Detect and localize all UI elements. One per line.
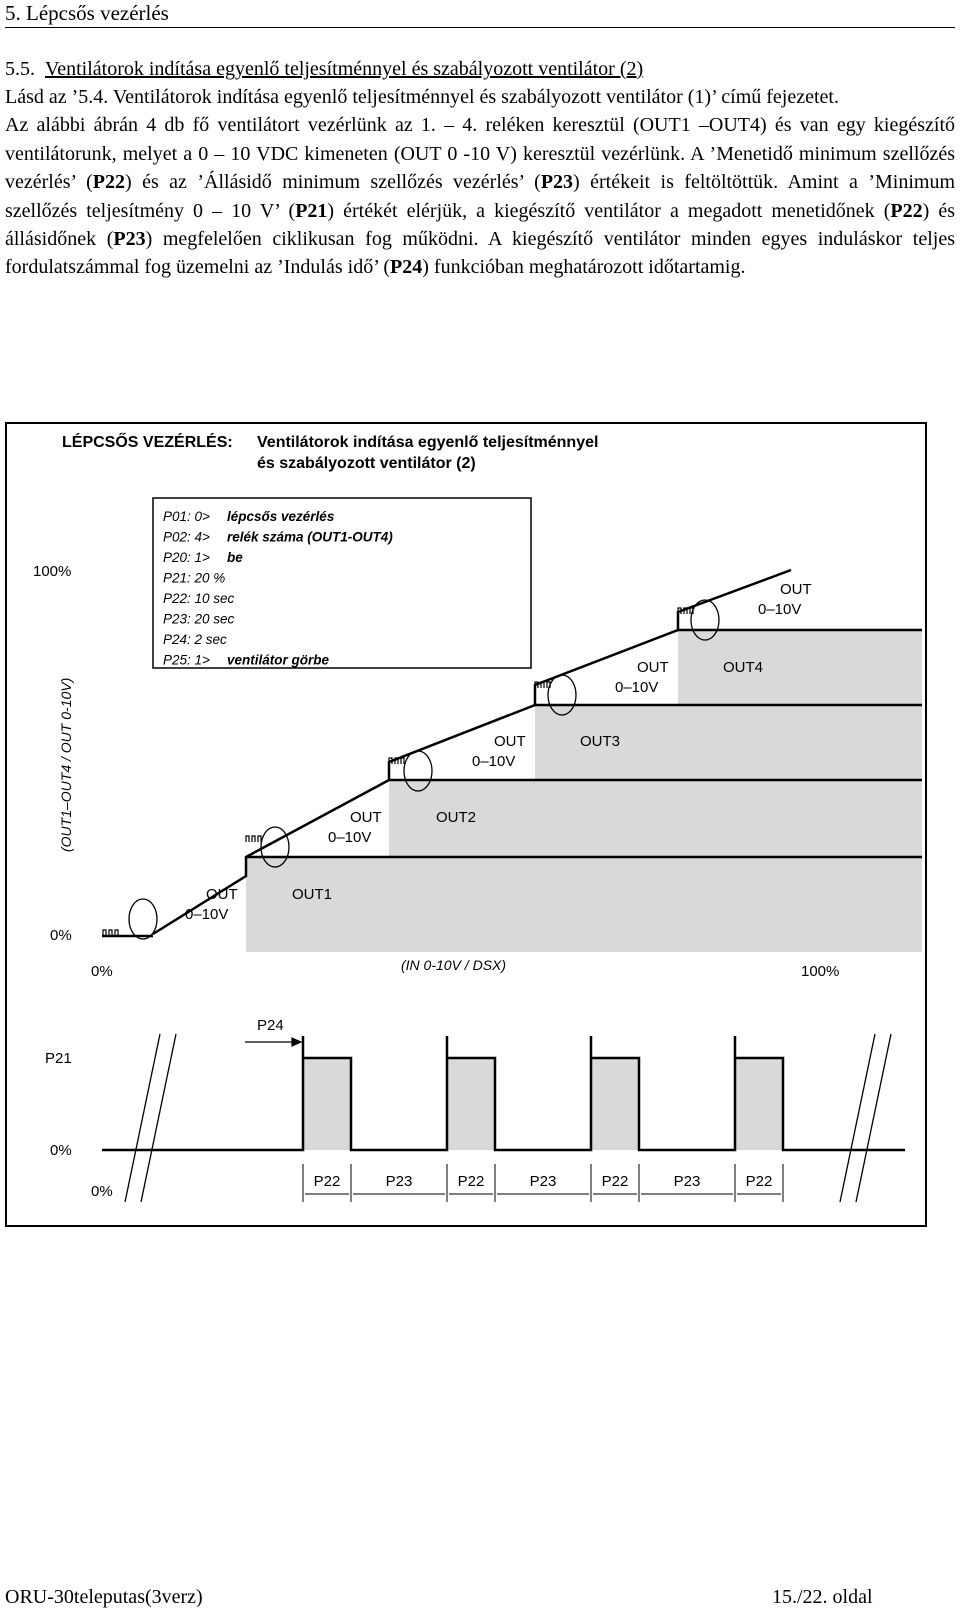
chapter-header: 5. Lépcsős vezérlés	[5, 0, 955, 28]
analog-label-4-line2: 0–10V	[615, 679, 659, 696]
section-title: Ventilátorok indítása egyenlő teljesítménnyel és szabályozott ventilátor (2)	[45, 58, 644, 80]
interval-label: P22	[457, 1173, 485, 1190]
interval-label: P23	[529, 1173, 557, 1190]
interval-label: P22	[601, 1173, 629, 1190]
analog-label-5-line1: OUT	[780, 581, 812, 598]
out4-step-fill	[678, 630, 922, 705]
x-axis-right-label: 100%	[801, 963, 840, 980]
out3-label: OUT3	[580, 733, 621, 750]
parameter-code: P21: 20 %	[163, 570, 226, 586]
analog-label-2-line2: 0–10V	[328, 829, 372, 846]
y-axis-title: (OUT1–OUT4 / OUT 0-10V)	[58, 677, 74, 852]
diagram-title-line1: Ventilátorok indítása egyenlő teljesítménnyel	[257, 434, 599, 451]
parameter-description: be	[227, 550, 243, 565]
out1-label: OUT1	[292, 886, 333, 903]
y-axis-top-label: 100%	[33, 563, 72, 580]
parameter-code: P02: 4>	[163, 529, 210, 545]
interval-label: P22	[313, 1173, 341, 1190]
p21-label: P21	[45, 1050, 72, 1067]
section-heading	[5, 56, 643, 82]
body-text	[5, 83, 955, 282]
analog-label-3-line1: OUT	[494, 733, 526, 750]
parameter-description: ventilátor görbe	[227, 652, 330, 668]
interval-label: P23	[385, 1173, 413, 1190]
out1-step-fill	[246, 857, 922, 952]
analog-label-5-line2: 0–10V	[758, 601, 802, 618]
analog-label-1-line2: 0–10V	[185, 906, 229, 923]
section-number: 5.5.	[5, 58, 35, 80]
y-axis-bottom-label: 0%	[50, 927, 72, 944]
parameter-code: P22: 10 sec	[163, 591, 235, 606]
x-axis-title: (IN 0-10V / DSX)	[401, 957, 507, 973]
run-pulse-fill	[735, 1058, 783, 1150]
time-axis-zero-label: 0%	[91, 1183, 113, 1200]
analog-label-1-line1: OUT	[206, 886, 238, 903]
parameter-code: P24: 2 sec	[163, 632, 227, 647]
run-pulse-fill	[591, 1058, 639, 1150]
footer-document-name: ORU-30teleputas(3verz)	[5, 1586, 203, 1608]
stepped-control-diagram	[5, 422, 959, 1228]
x-axis-left-label: 0%	[91, 963, 113, 980]
parameter-description: lépcsős vezérlés	[227, 509, 335, 524]
run-pulse-fill	[303, 1058, 351, 1150]
parameter-code: P20: 1>	[163, 550, 210, 565]
parameter-code: P01: 0>	[163, 509, 210, 524]
interval-label: P23	[673, 1173, 701, 1190]
paragraph-description: Az alábbi ábrán 4 db fő ventilátort vezérlünk az 1. – 4. reléken keresztül (OUT1 –OUT4) és van egy kiegészítő ventilátorunk, melyet a 0 – 10 VDC kimeneten (OUT 0 -10 V) keresztül vezérlünk. A ’Menetidő minimum szellőzés vezérlés’ (P22) és az ’Állásidő minimum szellőzés vezérlés’ (P23) értékeit is feltöltöttük. Amint a ’Minimum szellőzés teljesítmény 0 – 10 V’ (P21) értékét elérjük, a kiegészítő ventilátor a megadott menetidőnek (P22) és állásidőnek (P23) megfelelően ciklikusan fog működni. A kiegészítő ventilátor minden egyes induláskor teljes fordulatszámmal fog üzemelni az ’Indulás idő’ (P24) funkcióban meghatározott időtartamig.	[5, 114, 956, 279]
parameter-code: P23: 20 sec	[163, 611, 235, 627]
analog-label-4-line1: OUT	[637, 659, 669, 676]
paragraph-reference: Lásd az ’5.4. Ventilátorok indítása egyenlő teljesítménnyel és szabályozott ventilátor (1)’ című fejezetet.	[5, 86, 839, 108]
run-pulse-fill	[447, 1058, 495, 1150]
analog-label-3-line2: 0–10V	[472, 753, 516, 770]
analog-label-2-line1: OUT	[350, 809, 382, 826]
out2-label: OUT2	[436, 809, 477, 826]
p24-label: P24	[257, 1017, 284, 1034]
out4-label: OUT4	[723, 659, 764, 676]
diagram-title-line2: és szabályozott ventilátor (2)	[257, 455, 476, 472]
footer-page-number: 15./22. oldal	[772, 1586, 873, 1608]
interval-label: P22	[745, 1173, 773, 1190]
zero-level-label: 0%	[50, 1142, 72, 1159]
parameter-code: P25: 1>	[163, 652, 210, 668]
parameter-description: relék száma (OUT1-OUT4)	[227, 529, 393, 545]
diagram-title-label: LÉPCSŐS VEZÉRLÉS:	[62, 434, 233, 451]
